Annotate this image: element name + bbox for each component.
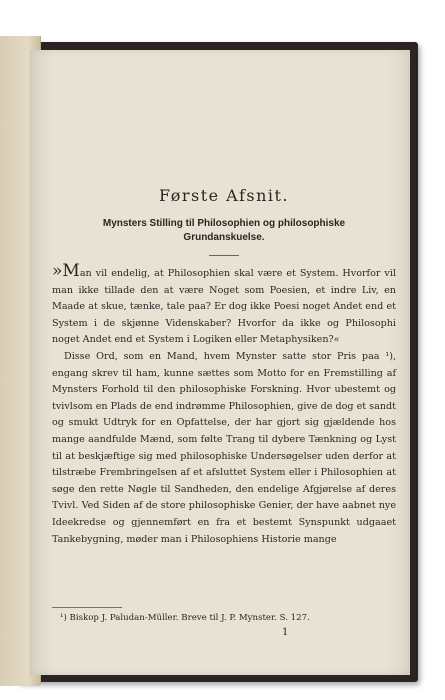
chapter-subtitle-line2: Grundanskuelse.	[183, 232, 265, 243]
paragraph-1-text: an vil endelig, at Philosophien skal være et System. Hvorfor vil man ikke tillade den at være Noget som Poesien, et indre Liv, en Maade at skue, tænke, tale paa? Er dog ikke Poesi noget Andet end et System i de skjønne Videnskaber? Hvorfor da ikke og Philosophi noget Andet end et System i Logiken eller Metaphysiken?«	[52, 268, 396, 346]
paragraph-1-dropcap: »M	[52, 261, 80, 281]
paragraph-1	[52, 261, 396, 349]
chapter-subtitle-line1: Mynsters Stilling til Philosophien og philosophiske	[102, 218, 346, 229]
footnote: ¹) Biskop J. Paludan-Müller. Breve til J. P. Mynster. S. 127.	[60, 613, 310, 623]
heading-divider	[209, 255, 239, 256]
page-number: 1	[282, 627, 289, 638]
page-content	[52, 186, 396, 548]
chapter-subtitle	[52, 217, 396, 245]
footnote-divider	[52, 607, 122, 608]
chapter-title: Første Afsnit.	[158, 186, 290, 205]
paragraph-2: Disse Ord, som en Mand, hvem Mynster satte stor Pris paa ¹), engang skrev til ham, kunne sættes som Motto for en Fremstilling af Mynsters Forhold til den philosophiske Forskning. Hvor ubestemt og tvivlsom en Plads de end indrømme Philosophien, give de dog et sandt og smukt Udtryk for en Opfattelse, der har gjort sig gjældende hos mange aandfulde Mænd, som følte Trang til dybere Tænkning og Lyst til at beskjæftige sig med philosophiske Undersøgelser uden derfor at tilstræbe Frembringelsen af et afsluttet System eller i Philosophien at søge den rette Nøgle til Sandheden, den endelige Afgjørelse af deres Tvivl. Ved Siden af de store philosophiske Genier, der have aabnet nye Ideekredse og gjennemført en fra et bestemt Synspunkt udgaaet Tankebygning, møder man i Philosophiens Historie mange	[52, 350, 396, 545]
